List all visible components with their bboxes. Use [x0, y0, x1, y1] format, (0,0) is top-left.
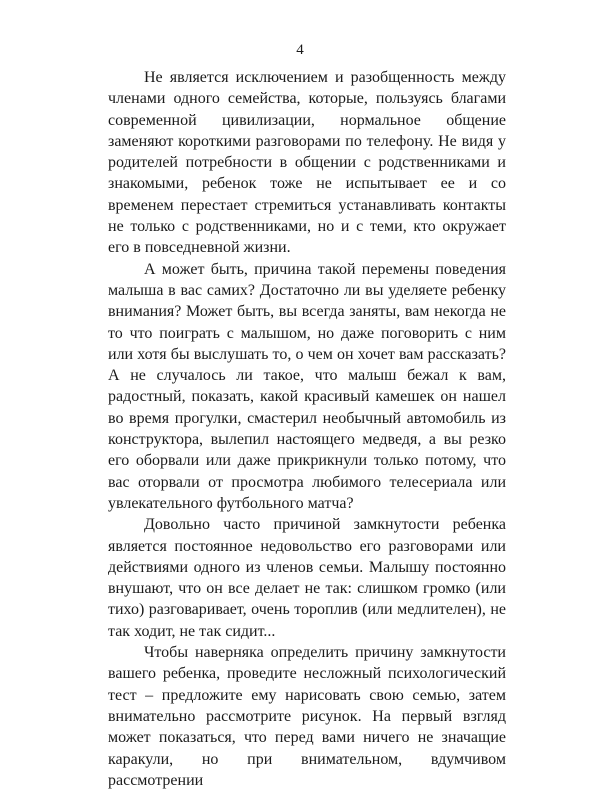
paragraph: А может быть, причина такой перемены поведения малыша в вас самих? Достаточно ли вы уделяете ребенку внимания? Может быть, вы всегда заняты, вам некогда не то что поиграть с малышом, но даже поговорить с ним или хотя бы выслушать то, о чем он хочет вам рассказать? А не случалось ли такое, что малыш бежал к вам, радостный, показать, какой красивый камешек он нашел во время прогулки, смастерил необычный автомобиль из конструктора, вылепил настоящего медведя, а вы резко его оборвали или даже прикрикнули только потому, что вас оторвали от просмотра любимого телесериала или увлекательного футбольного матча?: [108, 260, 506, 512]
paragraph: Довольно часто причиной замкнутости ребенка является постоянное недовольство его разговорами или действиями одного из членов семьи. Малышу постоянно внушают, что он все делает не так: слишком громко (или тихо) разговаривает, очень тороплив (или медлителен), не так ходит, не так сидит...: [108, 516, 506, 640]
body-text: [108, 67, 506, 791]
paragraph: Чтобы наверняка определить причину замкнутости вашего ребенка, проведите несложный психологический тест – предложите ему нарисовать свою семью, затем внимательно рассмотрите рисунок. На первый взгляд может показаться, что перед вами ничего не значащие каракули, но при внимательном, вдумчивом рассмотрении: [108, 644, 506, 789]
paragraph: Не является исключением и разобщенность между членами одного семейства, которые, пользуясь благами современной цивилизации, нормальное общение заменяют короткими разговорами по телефону. Не видя у родителей потребности в общении с родственниками и знакомыми, ребенок тоже не испытывает ее и со временем перестает стремиться устанавливать контакты не только с родственниками, но и с теми, кто окружает его в повседневной жизни.: [108, 69, 506, 257]
page-number: 4: [296, 42, 304, 58]
